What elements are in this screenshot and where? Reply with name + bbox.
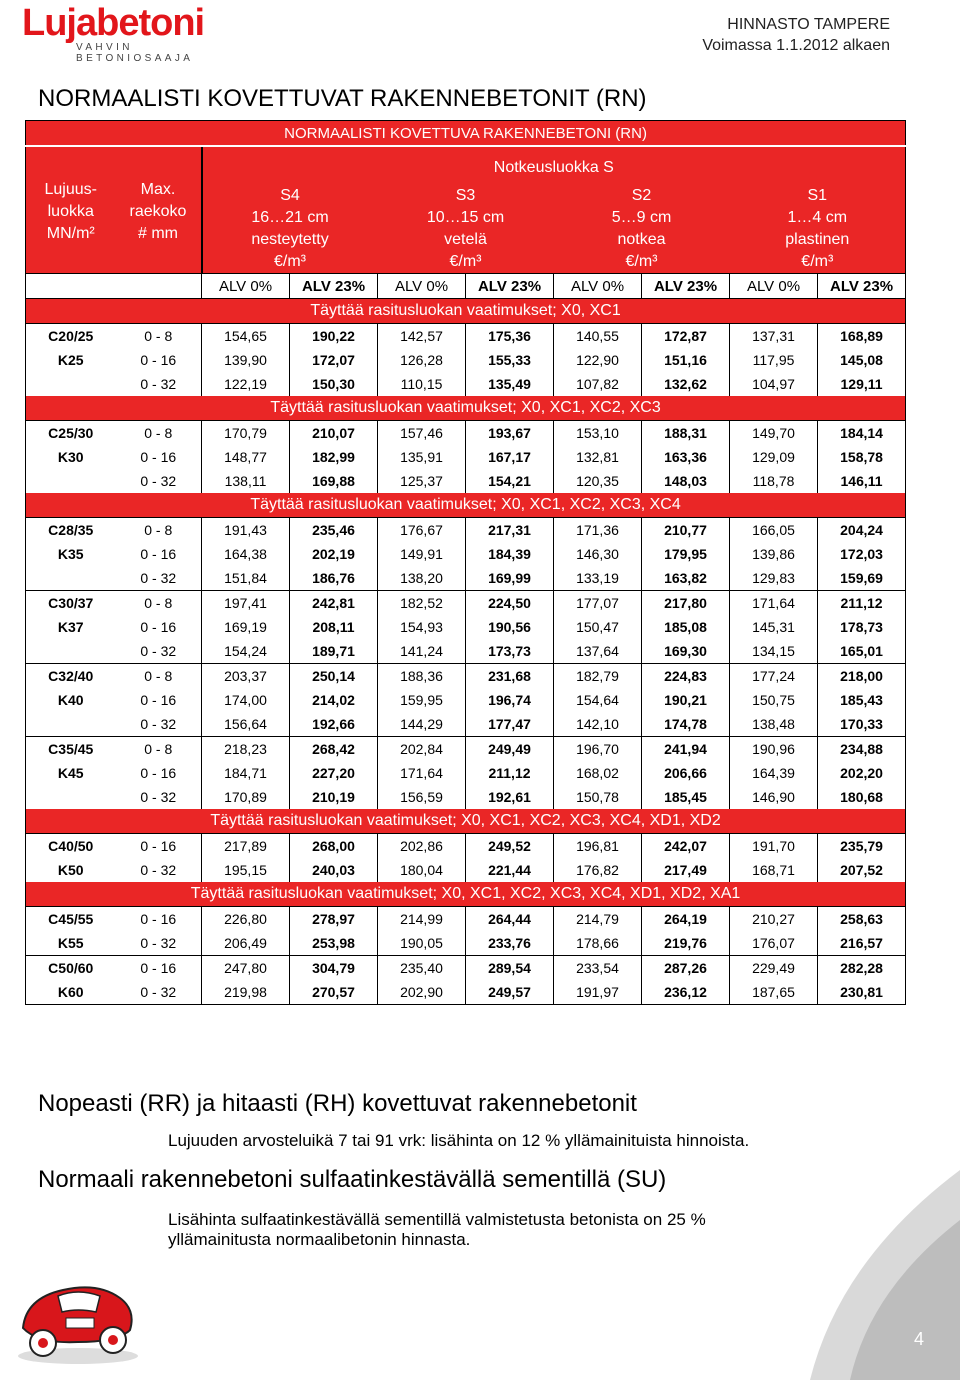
vat-label: ALV 23%	[290, 274, 378, 299]
price-vat23: 210,77	[642, 518, 730, 543]
price-vat23: 208,11	[290, 615, 378, 639]
aggregate-size: 0 - 16	[116, 834, 202, 859]
price-vat23: 210,19	[290, 785, 378, 809]
price-vat23: 189,71	[290, 639, 378, 664]
price-vat0: 134,15	[730, 639, 818, 664]
price-vat23: 179,95	[642, 542, 730, 566]
price-vat23: 163,82	[642, 566, 730, 591]
aggregate-size: 0 - 32	[116, 858, 202, 882]
price-vat0: 168,71	[730, 858, 818, 882]
price-vat23: 221,44	[466, 858, 554, 882]
price-vat23: 224,50	[466, 591, 554, 616]
price-vat0: 202,90	[378, 980, 466, 1005]
price-vat0: 226,80	[202, 907, 290, 932]
price-vat23: 135,49	[466, 372, 554, 396]
price-vat23: 185,43	[818, 688, 906, 712]
price-vat0: 170,79	[202, 421, 290, 446]
price-vat0: 156,64	[202, 712, 290, 737]
price-vat0: 195,15	[202, 858, 290, 882]
strength-class: C40/50	[26, 834, 116, 859]
strength-class	[26, 372, 116, 396]
price-vat0: 166,05	[730, 518, 818, 543]
price-vat23: 165,01	[818, 639, 906, 664]
strength-class	[26, 566, 116, 591]
price-vat23: 202,19	[290, 542, 378, 566]
price-vat23: 158,78	[818, 445, 906, 469]
price-vat0: 174,00	[202, 688, 290, 712]
price-vat0: 235,40	[378, 956, 466, 981]
price-vat0: 117,95	[730, 348, 818, 372]
price-vat23: 264,19	[642, 907, 730, 932]
strength-class: K60	[26, 980, 116, 1005]
strength-class: C32/40	[26, 664, 116, 689]
price-row	[26, 834, 906, 859]
price-row	[26, 785, 906, 809]
price-vat23: 264,44	[466, 907, 554, 932]
price-vat0: 164,38	[202, 542, 290, 566]
strength-class: K55	[26, 931, 116, 956]
price-vat0: 169,19	[202, 615, 290, 639]
price-vat23: 190,22	[290, 324, 378, 349]
price-vat23: 236,12	[642, 980, 730, 1005]
aggregate-size: 0 - 16	[116, 956, 202, 981]
price-vat0: 203,37	[202, 664, 290, 689]
price-vat23: 242,07	[642, 834, 730, 859]
price-vat0: 138,20	[378, 566, 466, 591]
exposure-class-section: Täyttää rasitusluokan vaatimukset; X0, XC1, XC2, XC3, XC4, XD1, XD2, XA1	[26, 882, 906, 907]
price-vat0: 132,81	[554, 445, 642, 469]
price-vat23: 218,00	[818, 664, 906, 689]
strength-class: K37	[26, 615, 116, 639]
price-row	[26, 421, 906, 446]
price-list-title: HINNASTO TAMPERE	[727, 16, 890, 33]
price-vat23: 249,49	[466, 737, 554, 762]
price-row	[26, 591, 906, 616]
price-vat23: 129,11	[818, 372, 906, 396]
price-vat0: 138,48	[730, 712, 818, 737]
price-row	[26, 518, 906, 543]
aggregate-size: 0 - 32	[116, 639, 202, 664]
price-vat23: 278,97	[290, 907, 378, 932]
price-vat0: 178,66	[554, 931, 642, 956]
price-vat23: 210,07	[290, 421, 378, 446]
price-row	[26, 980, 906, 1005]
price-vat23: 172,07	[290, 348, 378, 372]
price-vat0: 139,90	[202, 348, 290, 372]
aggregate-size: 0 - 8	[116, 664, 202, 689]
price-vat23: 192,66	[290, 712, 378, 737]
vat-label: ALV 23%	[466, 274, 554, 299]
price-vat0: 150,47	[554, 615, 642, 639]
price-vat0: 120,35	[554, 469, 642, 493]
price-vat0: 149,70	[730, 421, 818, 446]
price-vat0: 139,86	[730, 542, 818, 566]
price-vat0: 107,82	[554, 372, 642, 396]
logo-tagline: VAHVIN BETONIOSAAJA	[76, 42, 194, 64]
price-vat23: 172,03	[818, 542, 906, 566]
aggregate-size: 0 - 16	[116, 348, 202, 372]
rr-rh-note: Lujuuden arvosteluikä 7 tai 91 vrk: lisähinta on 12 % yllämainituista hinnoista.	[168, 1131, 750, 1150]
aggregate-size: 0 - 16	[116, 761, 202, 785]
price-vat0: 154,24	[202, 639, 290, 664]
price-vat0: 247,80	[202, 956, 290, 981]
price-vat23: 155,33	[466, 348, 554, 372]
price-vat23: 253,98	[290, 931, 378, 956]
price-vat23: 169,88	[290, 469, 378, 493]
price-vat23: 231,68	[466, 664, 554, 689]
vat-label: ALV 0%	[202, 274, 290, 299]
price-vat0: 138,11	[202, 469, 290, 493]
price-vat23: 173,73	[466, 639, 554, 664]
price-vat0: 171,36	[554, 518, 642, 543]
price-row	[26, 615, 906, 639]
price-vat23: 178,73	[818, 615, 906, 639]
price-vat0: 154,93	[378, 615, 466, 639]
price-vat0: 164,39	[730, 761, 818, 785]
price-vat23: 167,17	[466, 445, 554, 469]
consistency-class-header: Notkeusluokka S	[202, 146, 906, 181]
price-vat23: 216,57	[818, 931, 906, 956]
price-vat0: 202,86	[378, 834, 466, 859]
page-title: NORMAALISTI KOVETTUVAT RAKENNEBETONIT (RN)	[38, 85, 647, 112]
price-vat23: 258,63	[818, 907, 906, 932]
price-vat0: 154,65	[202, 324, 290, 349]
price-vat23: 217,31	[466, 518, 554, 543]
price-vat0: 197,41	[202, 591, 290, 616]
price-vat23: 185,45	[642, 785, 730, 809]
price-row	[26, 542, 906, 566]
vat-label: ALV 0%	[554, 274, 642, 299]
price-vat0: 146,90	[730, 785, 818, 809]
price-vat0: 122,19	[202, 372, 290, 396]
price-vat0: 159,95	[378, 688, 466, 712]
price-vat23: 206,66	[642, 761, 730, 785]
vat-label: ALV 0%	[730, 274, 818, 299]
price-vat0: 176,67	[378, 518, 466, 543]
price-table	[25, 120, 906, 1005]
price-row	[26, 566, 906, 591]
price-vat23: 188,31	[642, 421, 730, 446]
price-vat0: 125,37	[378, 469, 466, 493]
price-vat23: 184,39	[466, 542, 554, 566]
price-row	[26, 688, 906, 712]
price-row	[26, 761, 906, 785]
price-row	[26, 348, 906, 372]
price-vat0: 206,49	[202, 931, 290, 956]
price-vat0: 210,27	[730, 907, 818, 932]
price-vat23: 217,80	[642, 591, 730, 616]
group-s3-header: S3 10…15 cm vetelä €/m³	[378, 181, 554, 274]
strength-class	[26, 639, 116, 664]
price-vat23: 132,62	[642, 372, 730, 396]
price-row	[26, 858, 906, 882]
price-vat23: 240,03	[290, 858, 378, 882]
price-vat23: 168,89	[818, 324, 906, 349]
price-vat0: 118,78	[730, 469, 818, 493]
price-vat23: 217,49	[642, 858, 730, 882]
strength-class	[26, 785, 116, 809]
price-vat0: 170,89	[202, 785, 290, 809]
price-vat0: 126,28	[378, 348, 466, 372]
price-vat23: 207,52	[818, 858, 906, 882]
price-vat0: 233,54	[554, 956, 642, 981]
strength-class	[26, 469, 116, 493]
price-vat0: 229,49	[730, 956, 818, 981]
price-vat23: 202,20	[818, 761, 906, 785]
strength-class: K50	[26, 858, 116, 882]
exposure-class-section: Täyttää rasitusluokan vaatimukset; X0, XC1, XC2, XC3, XC4	[26, 493, 906, 518]
price-vat0: 217,89	[202, 834, 290, 859]
group-s4-header: S4 16…21 cm nesteytetty €/m³	[202, 181, 378, 274]
price-vat23: 175,36	[466, 324, 554, 349]
price-vat0: 190,05	[378, 931, 466, 956]
price-vat23: 180,68	[818, 785, 906, 809]
price-vat23: 234,88	[818, 737, 906, 762]
strength-class: K40	[26, 688, 116, 712]
strength-class: C45/55	[26, 907, 116, 932]
su-heading: Normaali rakennebetoni sulfaatinkestävällä sementillä (SU)	[38, 1166, 667, 1193]
price-vat23: 204,24	[818, 518, 906, 543]
price-vat23: 148,03	[642, 469, 730, 493]
price-vat23: 233,76	[466, 931, 554, 956]
aggregate-size: 0 - 16	[116, 615, 202, 639]
price-vat0: 202,84	[378, 737, 466, 762]
price-vat23: 249,52	[466, 834, 554, 859]
price-vat0: 157,46	[378, 421, 466, 446]
su-note: Lisähinta sulfaatinkestävällä sementillä valmistetusta betonista on 25 % yllämainitusta normaalibetonin hinnasta.	[168, 1210, 706, 1249]
price-vat23: 242,81	[290, 591, 378, 616]
price-vat0: 154,64	[554, 688, 642, 712]
aggregate-size: 0 - 32	[116, 469, 202, 493]
price-row	[26, 372, 906, 396]
aggregate-size: 0 - 32	[116, 372, 202, 396]
price-row	[26, 956, 906, 981]
price-list-header	[702, 14, 890, 56]
exposure-class-section: Täyttää rasitusluokan vaatimukset; X0, XC1	[26, 299, 906, 324]
price-vat0: 171,64	[378, 761, 466, 785]
price-vat23: 214,02	[290, 688, 378, 712]
exposure-class-section: Täyttää rasitusluokan vaatimukset; X0, XC1, XC2, XC3, XC4, XD1, XD2	[26, 809, 906, 834]
aggregate-size: 0 - 8	[116, 591, 202, 616]
vat-label: ALV 23%	[642, 274, 730, 299]
price-vat23: 169,30	[642, 639, 730, 664]
price-row	[26, 469, 906, 493]
price-vat0: 150,78	[554, 785, 642, 809]
price-vat0: 129,83	[730, 566, 818, 591]
price-vat0: 196,70	[554, 737, 642, 762]
price-vat0: 191,97	[554, 980, 642, 1005]
price-row	[26, 931, 906, 956]
price-vat23: 177,47	[466, 712, 554, 737]
strength-class: C28/35	[26, 518, 116, 543]
price-vat0: 149,91	[378, 542, 466, 566]
strength-class: C25/30	[26, 421, 116, 446]
price-vat0: 145,31	[730, 615, 818, 639]
aggregate-size: 0 - 32	[116, 712, 202, 737]
price-vat23: 174,78	[642, 712, 730, 737]
price-vat0: 176,82	[554, 858, 642, 882]
price-vat23: 235,46	[290, 518, 378, 543]
price-vat23: 224,83	[642, 664, 730, 689]
price-vat0: 191,43	[202, 518, 290, 543]
aggregate-size: 0 - 16	[116, 688, 202, 712]
price-vat0: 110,15	[378, 372, 466, 396]
price-vat23: 268,00	[290, 834, 378, 859]
price-vat0: 144,29	[378, 712, 466, 737]
price-vat23: 219,76	[642, 931, 730, 956]
price-vat0: 187,65	[730, 980, 818, 1005]
price-vat0: 177,07	[554, 591, 642, 616]
aggregate-size: 0 - 16	[116, 542, 202, 566]
price-row	[26, 445, 906, 469]
price-vat0: 177,24	[730, 664, 818, 689]
price-row	[26, 324, 906, 349]
price-vat0: 180,04	[378, 858, 466, 882]
strength-class: C30/37	[26, 591, 116, 616]
strength-class: C20/25	[26, 324, 116, 349]
price-vat23: 145,08	[818, 348, 906, 372]
price-vat0: 142,10	[554, 712, 642, 737]
price-vat0: 146,30	[554, 542, 642, 566]
price-vat23: 241,94	[642, 737, 730, 762]
price-vat23: 159,69	[818, 566, 906, 591]
price-vat23: 154,21	[466, 469, 554, 493]
price-vat23: 227,20	[290, 761, 378, 785]
price-vat0: 104,97	[730, 372, 818, 396]
aggregate-size: 0 - 32	[116, 566, 202, 591]
price-vat23: 169,99	[466, 566, 554, 591]
mascot-car-illustration	[8, 1268, 148, 1368]
price-vat23: 289,54	[466, 956, 554, 981]
strength-class: K25	[26, 348, 116, 372]
price-vat0: 176,07	[730, 931, 818, 956]
price-vat0: 190,96	[730, 737, 818, 762]
strength-class: C35/45	[26, 737, 116, 762]
price-vat0: 141,24	[378, 639, 466, 664]
price-vat0: 133,19	[554, 566, 642, 591]
price-row	[26, 712, 906, 737]
group-s1-header: S1 1…4 cm plastinen €/m³	[730, 181, 906, 274]
page-number: 4	[913, 1329, 924, 1349]
price-vat0: 214,79	[554, 907, 642, 932]
price-vat0: 129,09	[730, 445, 818, 469]
valid-from: Voimassa 1.1.2012 alkaen	[702, 37, 890, 54]
aggregate-size: 0 - 32	[116, 931, 202, 956]
price-vat23: 282,28	[818, 956, 906, 981]
price-vat23: 193,67	[466, 421, 554, 446]
aggregate-size: 0 - 8	[116, 324, 202, 349]
price-vat0: 140,55	[554, 324, 642, 349]
price-vat23: 170,33	[818, 712, 906, 737]
price-vat0: 214,99	[378, 907, 466, 932]
price-vat23: 192,61	[466, 785, 554, 809]
price-vat23: 268,42	[290, 737, 378, 762]
price-row	[26, 907, 906, 932]
lujabetoni-logo	[22, 2, 252, 64]
price-row	[26, 737, 906, 762]
aggregate-size: 0 - 32	[116, 980, 202, 1005]
strength-class: K45	[26, 761, 116, 785]
logo-wordmark: Lujabetoni	[22, 2, 205, 44]
group-s2-header: S2 5…9 cm notkea €/m³	[554, 181, 730, 274]
price-vat0: 218,23	[202, 737, 290, 762]
strength-class: C50/60	[26, 956, 116, 981]
price-vat0: 137,31	[730, 324, 818, 349]
price-vat23: 211,12	[466, 761, 554, 785]
price-vat0: 196,81	[554, 834, 642, 859]
exposure-class-section: Täyttää rasitusluokan vaatimukset; X0, XC1, XC2, XC3	[26, 396, 906, 421]
strength-class-header: Lujuus- luokka MN/m²	[26, 146, 116, 274]
aggregate-size: 0 - 16	[116, 907, 202, 932]
strength-class: K35	[26, 542, 116, 566]
price-vat23: 186,76	[290, 566, 378, 591]
price-vat0: 142,57	[378, 324, 466, 349]
price-vat23: 250,14	[290, 664, 378, 689]
price-vat0: 182,52	[378, 591, 466, 616]
price-vat23: 146,11	[818, 469, 906, 493]
price-vat23: 151,16	[642, 348, 730, 372]
aggregate-size-header: Max. raekoko # mm	[116, 146, 202, 274]
price-vat23: 196,74	[466, 688, 554, 712]
price-vat23: 211,12	[818, 591, 906, 616]
price-vat23: 150,30	[290, 372, 378, 396]
price-vat0: 148,77	[202, 445, 290, 469]
aggregate-size: 0 - 16	[116, 445, 202, 469]
price-vat23: 230,81	[818, 980, 906, 1005]
price-vat23: 184,14	[818, 421, 906, 446]
price-vat0: 171,64	[730, 591, 818, 616]
price-vat0: 137,64	[554, 639, 642, 664]
price-vat0: 168,02	[554, 761, 642, 785]
aggregate-size: 0 - 32	[116, 785, 202, 809]
price-vat23: 190,56	[466, 615, 554, 639]
vat-label: ALV 23%	[818, 274, 906, 299]
price-vat23: 163,36	[642, 445, 730, 469]
price-vat0: 156,59	[378, 785, 466, 809]
price-vat0: 182,79	[554, 664, 642, 689]
table-title: NORMAALISTI KOVETTUVA RAKENNEBETONI (RN)	[26, 121, 906, 147]
price-vat0: 184,71	[202, 761, 290, 785]
price-vat23: 249,57	[466, 980, 554, 1005]
price-vat0: 219,98	[202, 980, 290, 1005]
price-row	[26, 664, 906, 689]
price-vat23: 270,57	[290, 980, 378, 1005]
price-row	[26, 639, 906, 664]
price-vat23: 172,87	[642, 324, 730, 349]
price-vat0: 151,84	[202, 566, 290, 591]
price-vat23: 185,08	[642, 615, 730, 639]
price-vat23: 182,99	[290, 445, 378, 469]
vat-label: ALV 0%	[378, 274, 466, 299]
strength-class: K30	[26, 445, 116, 469]
aggregate-size: 0 - 8	[116, 421, 202, 446]
price-vat23: 235,79	[818, 834, 906, 859]
price-vat0: 150,75	[730, 688, 818, 712]
aggregate-size: 0 - 8	[116, 518, 202, 543]
price-vat0: 188,36	[378, 664, 466, 689]
price-vat23: 287,26	[642, 956, 730, 981]
rr-rh-heading: Nopeasti (RR) ja hitaasti (RH) kovettuvat rakennebetonit	[38, 1090, 637, 1117]
price-vat0: 122,90	[554, 348, 642, 372]
price-vat0: 153,10	[554, 421, 642, 446]
price-vat0: 191,70	[730, 834, 818, 859]
price-vat23: 190,21	[642, 688, 730, 712]
price-vat23: 304,79	[290, 956, 378, 981]
aggregate-size: 0 - 8	[116, 737, 202, 762]
price-vat0: 135,91	[378, 445, 466, 469]
strength-class	[26, 712, 116, 737]
